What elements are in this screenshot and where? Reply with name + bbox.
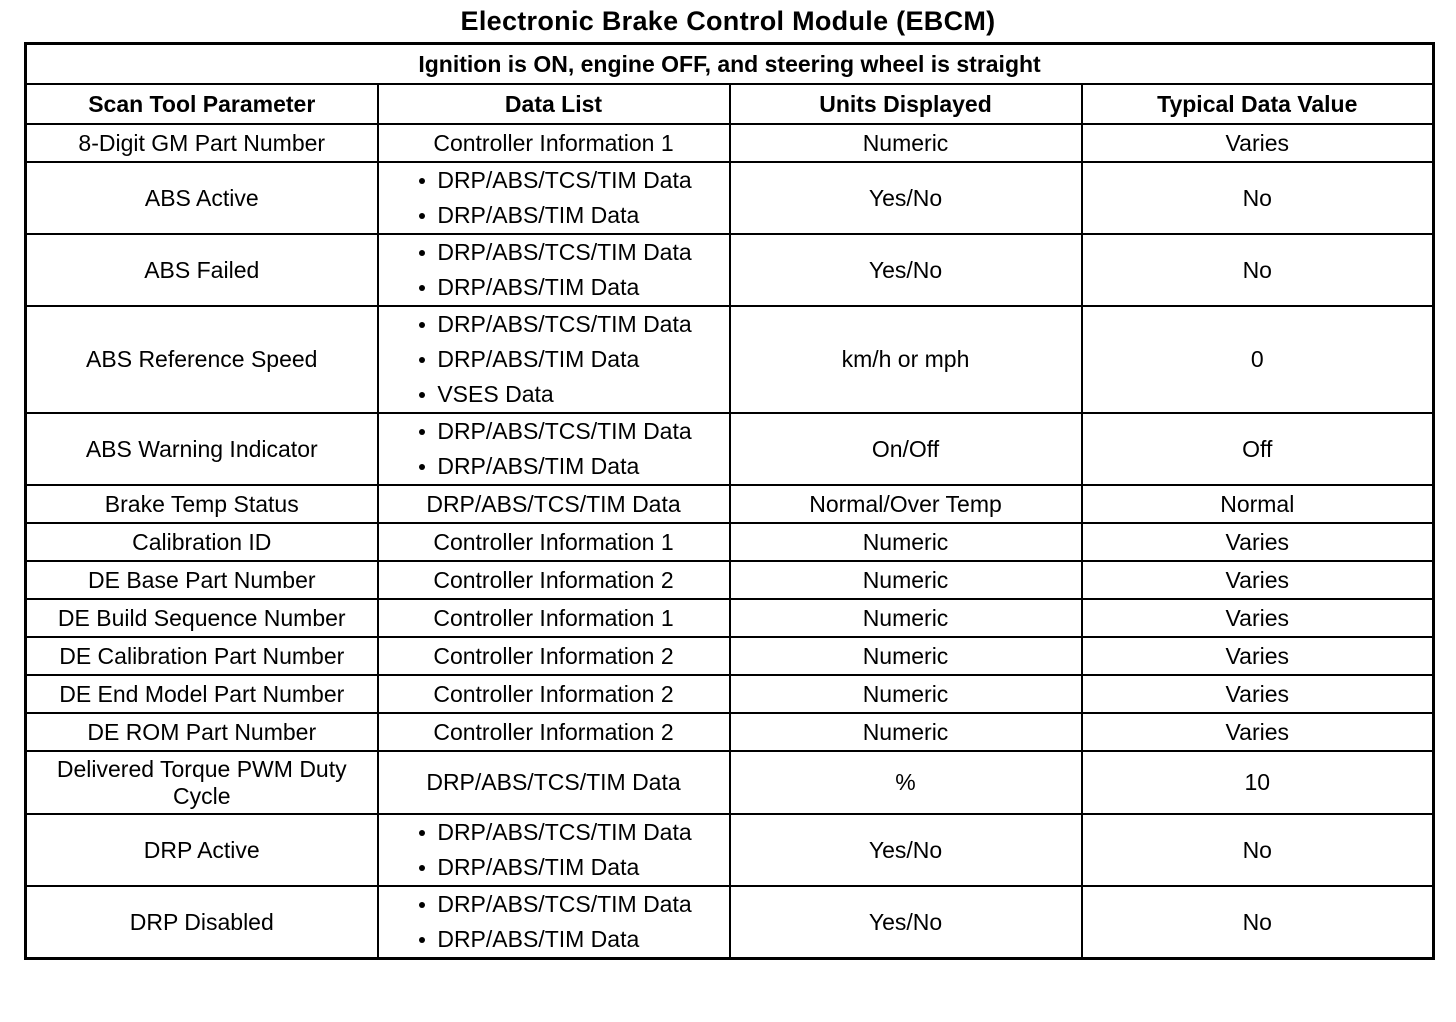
units-displayed: Numeric: [730, 599, 1082, 637]
scan-tool-parameter: DRP Disabled: [26, 886, 378, 959]
units-displayed: Yes/No: [730, 814, 1082, 886]
list-item: VSES Data: [415, 377, 691, 412]
data-list: Controller Information 2: [378, 561, 730, 599]
units-displayed: Numeric: [730, 523, 1082, 561]
data-list: [378, 814, 730, 886]
data-list: DRP/ABS/TCS/TIM Data: [378, 485, 730, 523]
data-list-bullets: [415, 163, 691, 233]
header-row: [26, 84, 1434, 124]
list-item: DRP/ABS/TCS/TIM Data: [415, 235, 691, 270]
scan-tool-parameter: ABS Failed: [26, 234, 378, 306]
units-displayed: %: [730, 751, 1082, 814]
scan-tool-parameter: Calibration ID: [26, 523, 378, 561]
table-row: [26, 234, 1434, 306]
data-list: Controller Information 1: [378, 523, 730, 561]
table-row: [26, 599, 1434, 637]
typical-data-value: Varies: [1082, 713, 1434, 751]
data-list: Controller Information 2: [378, 675, 730, 713]
units-displayed: Numeric: [730, 675, 1082, 713]
list-item: DRP/ABS/TCS/TIM Data: [415, 307, 691, 342]
units-displayed: Yes/No: [730, 234, 1082, 306]
data-list-bullets: [415, 815, 691, 885]
table-row: [26, 124, 1434, 162]
data-list: [378, 413, 730, 485]
typical-data-value: No: [1082, 814, 1434, 886]
column-header-scan-tool-parameter: Scan Tool Parameter: [26, 84, 378, 124]
units-displayed: km/h or mph: [730, 306, 1082, 413]
scan-tool-parameter: ABS Active: [26, 162, 378, 234]
typical-data-value: Varies: [1082, 523, 1434, 561]
typical-data-value: Varies: [1082, 124, 1434, 162]
test-condition: Ignition is ON, engine OFF, and steering wheel is straight: [26, 44, 1434, 85]
column-header-typical-data-value: Typical Data Value: [1082, 84, 1434, 124]
list-item: DRP/ABS/TIM Data: [415, 342, 691, 377]
data-list: [378, 234, 730, 306]
table-row: [26, 561, 1434, 599]
scan-tool-parameter: Delivered Torque PWM Duty Cycle: [26, 751, 378, 814]
list-item: DRP/ABS/TCS/TIM Data: [415, 414, 691, 449]
data-list-bullets: [415, 414, 691, 484]
scan-tool-parameter: ABS Warning Indicator: [26, 413, 378, 485]
typical-data-value: No: [1082, 886, 1434, 959]
scan-tool-parameter: DE ROM Part Number: [26, 713, 378, 751]
typical-data-value: 0: [1082, 306, 1434, 413]
units-displayed: Numeric: [730, 124, 1082, 162]
scan-tool-parameter: DE Base Part Number: [26, 561, 378, 599]
data-list: Controller Information 2: [378, 637, 730, 675]
data-list-bullets: [415, 235, 691, 305]
typical-data-value: No: [1082, 234, 1434, 306]
table-row: [26, 751, 1434, 814]
list-item: DRP/ABS/TIM Data: [415, 922, 691, 957]
data-list: Controller Information 1: [378, 124, 730, 162]
table-row: [26, 413, 1434, 485]
typical-data-value: Varies: [1082, 675, 1434, 713]
column-header-units-displayed: Units Displayed: [730, 84, 1082, 124]
table-row: [26, 637, 1434, 675]
typical-data-value: Normal: [1082, 485, 1434, 523]
data-list: DRP/ABS/TCS/TIM Data: [378, 751, 730, 814]
units-displayed: On/Off: [730, 413, 1082, 485]
typical-data-value: Off: [1082, 413, 1434, 485]
list-item: DRP/ABS/TIM Data: [415, 198, 691, 233]
typical-data-value: Varies: [1082, 637, 1434, 675]
scan-tool-parameter: 8-Digit GM Part Number: [26, 124, 378, 162]
typical-data-value: 10: [1082, 751, 1434, 814]
units-displayed: Yes/No: [730, 162, 1082, 234]
typical-data-value: Varies: [1082, 599, 1434, 637]
data-list: Controller Information 1: [378, 599, 730, 637]
list-item: DRP/ABS/TIM Data: [415, 850, 691, 885]
scan-tool-parameter: DRP Active: [26, 814, 378, 886]
document-title: Electronic Brake Control Module (EBCM): [460, 6, 996, 36]
table-row: [26, 162, 1434, 234]
table-row: [26, 485, 1434, 523]
scan-tool-parameter: Brake Temp Status: [26, 485, 378, 523]
scan-tool-parameter: ABS Reference Speed: [26, 306, 378, 413]
scan-tool-parameter: DE Calibration Part Number: [26, 637, 378, 675]
data-list-bullets: [415, 307, 691, 412]
units-displayed: Numeric: [730, 637, 1082, 675]
data-list: Controller Information 2: [378, 713, 730, 751]
table-row: [26, 306, 1434, 413]
typical-data-value: No: [1082, 162, 1434, 234]
table-row: [26, 886, 1434, 959]
data-list-bullets: [415, 887, 691, 957]
list-item: DRP/ABS/TIM Data: [415, 270, 691, 305]
list-item: DRP/ABS/TCS/TIM Data: [415, 815, 691, 850]
list-item: DRP/ABS/TCS/TIM Data: [415, 887, 691, 922]
units-displayed: Yes/No: [730, 886, 1082, 959]
table-row: [26, 814, 1434, 886]
scan-tool-parameter: DE Build Sequence Number: [26, 599, 378, 637]
condition-row: [26, 44, 1434, 85]
data-list: [378, 162, 730, 234]
list-item: DRP/ABS/TIM Data: [415, 449, 691, 484]
units-displayed: Numeric: [730, 713, 1082, 751]
data-list: [378, 886, 730, 959]
column-header-data-list: Data List: [378, 84, 730, 124]
table-row: [26, 523, 1434, 561]
data-list: [378, 306, 730, 413]
ebcm-parameter-table: [24, 42, 1435, 960]
table-row: [26, 713, 1434, 751]
table-row: [26, 675, 1434, 713]
units-displayed: Numeric: [730, 561, 1082, 599]
list-item: DRP/ABS/TCS/TIM Data: [415, 163, 691, 198]
units-displayed: Normal/Over Temp: [730, 485, 1082, 523]
typical-data-value: Varies: [1082, 561, 1434, 599]
scan-tool-parameter: DE End Model Part Number: [26, 675, 378, 713]
